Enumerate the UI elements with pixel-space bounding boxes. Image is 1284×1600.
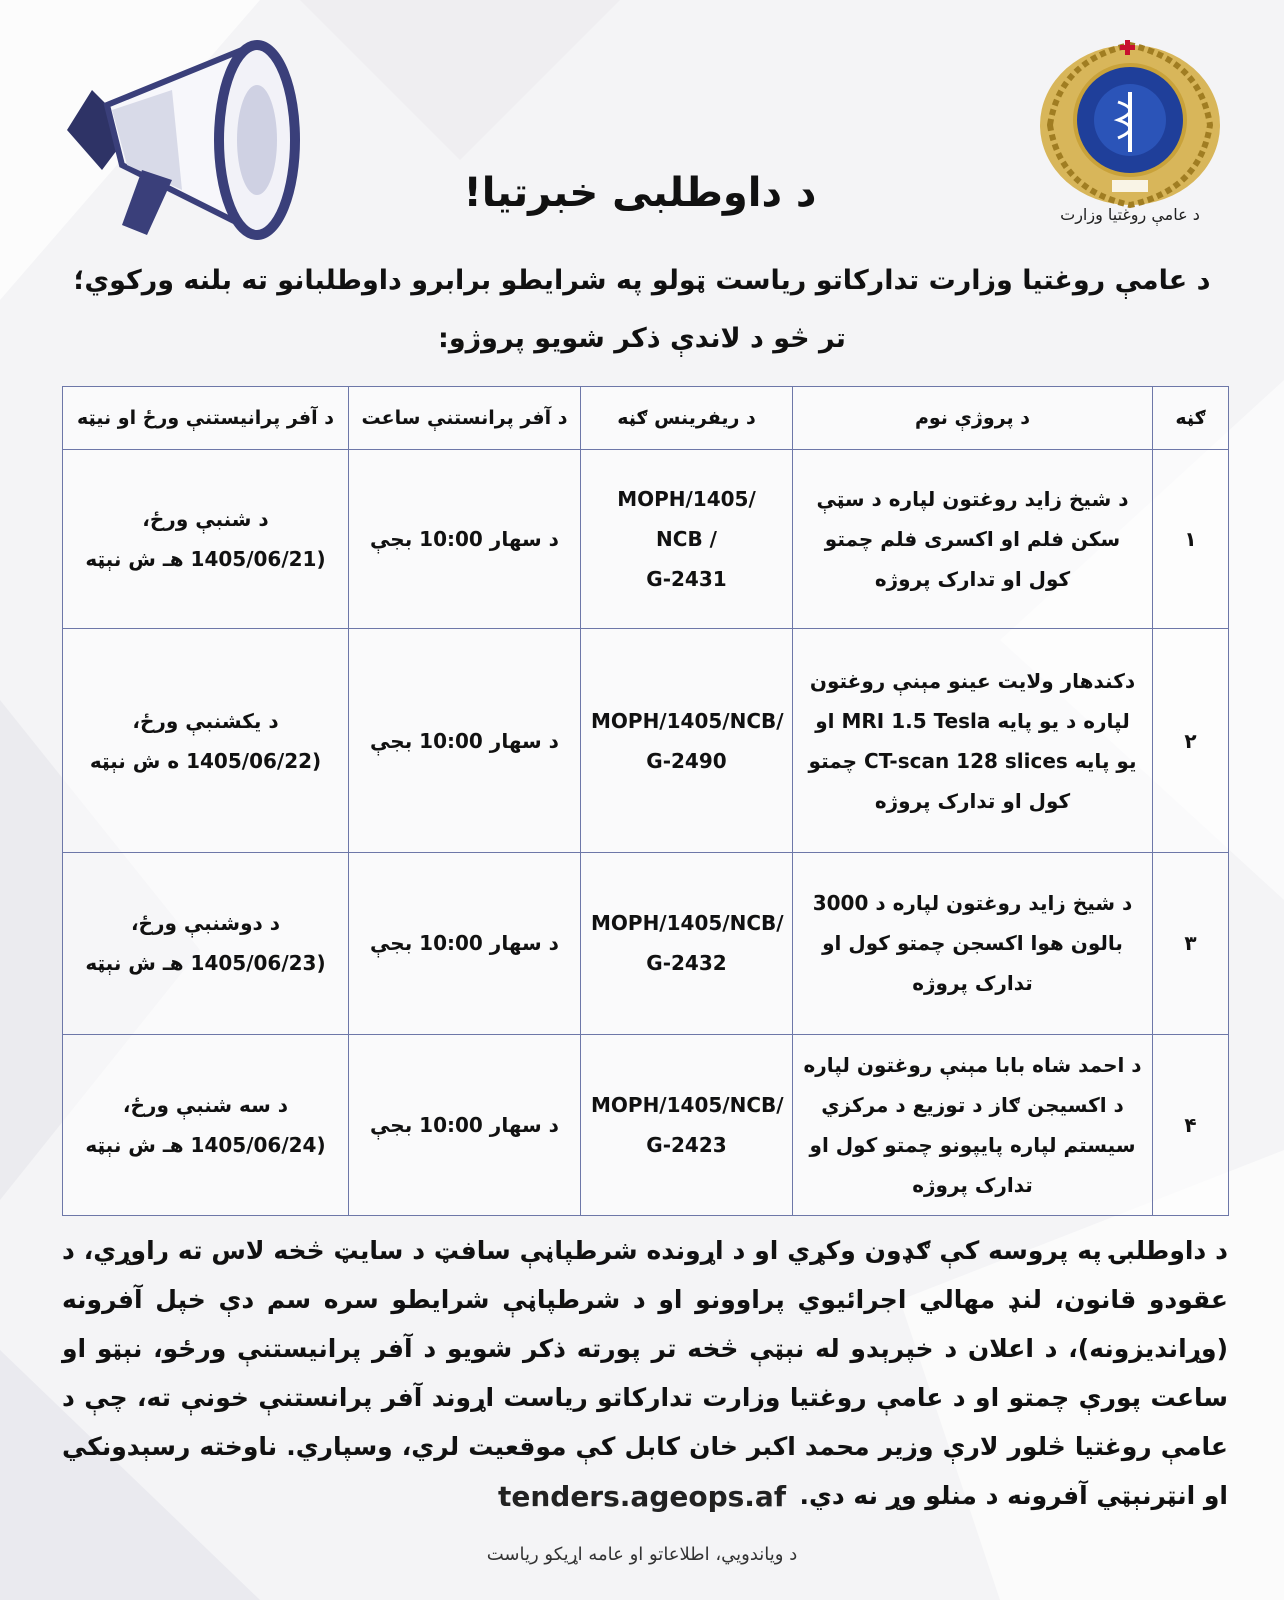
header-project-name: د پروژې نوم: [793, 387, 1153, 450]
page-title: د داوطلبی خبرتیا!: [463, 170, 817, 216]
deadline-time: د سهار 10:00 بجې: [349, 629, 581, 853]
reference-line: G-2432: [646, 951, 727, 976]
reference-line: MOPH/1405/NCB/: [591, 1092, 784, 1117]
project-name: د احمد شاه بابا مېنې روغتون لپاره د اکسیجن ګاز د توزیع د مرکزي سیستم لپاره پایپونو چمتو کول او تدارک پروژه: [793, 1034, 1153, 1215]
opening-date: (1405/06/22 ه ش نېټه: [89, 748, 322, 773]
header-opening-day: د آفر پرانیستنې ورځ او نیټه: [63, 387, 349, 450]
header-number: ګڼه: [1153, 387, 1229, 450]
header-reference: د ریفرینس ګڼه: [581, 387, 793, 450]
ministry-logo: [1030, 30, 1230, 230]
ministry-caption: د عامې روغتيا وزارت: [1060, 205, 1200, 224]
row-number: ۱: [1153, 450, 1229, 629]
tenders-table: [62, 386, 1229, 1216]
reference-number: [581, 629, 793, 853]
table-header-row: [63, 387, 1229, 450]
opening-day-date: [63, 450, 349, 629]
opening-date: (1405/06/24 هـ ش نېټه: [85, 1132, 326, 1157]
reference-line: MOPH/1405/NCB/: [591, 911, 784, 936]
tenders-website-link[interactable]: tenders.ageops.af: [497, 1480, 787, 1513]
footer-department: د ویاندویي، اطلاعاتو او عامه اړیکو ریاست: [486, 1544, 798, 1565]
project-name: دکندهار ولایت عینو مېنې روغتون لپاره د یو پایه MRI 1.5 Tesla او یو پایه CT-scan 128 slices چمتو کول او تدارک پروژه: [793, 629, 1153, 853]
table-row: [63, 629, 1229, 853]
row-number: ۳: [1153, 853, 1229, 1034]
deadline-time: د سهار 10:00 بجې: [349, 450, 581, 629]
closing-paragraph: د داوطلبۍ په پروسه کې ګډون وکړي او د اړونده شرطپاڼې سافټ د سایټ څخه لاس ته راوړي، د عقودو قانون، لنډ مهالي اجرائیوي پراوونو او د شرطپاڼې شرایطو سره سم دې خپل آفرونه (وړاندیزونه)، د اعلان د خپرېدو له نېټې څخه تر پورته ذکر شویو د آفر پرانیستنې ورځو، نېټو او ساعت پورې چمتو او د عامې روغتیا وزارت تدارکاتو ریاست اړوند آفر پرانستنې خونې ته، چې د عامې روغتیا څلور لارې وزیر محمد اکبر خان کابل کې موقعیت لري، وسپاري. ناوخته رسېدونکي او انټرنېټي آفرونه د منلو وړ نه دي.: [62, 1236, 1228, 1510]
reference-number: [581, 853, 793, 1034]
row-number: ۴: [1153, 1034, 1229, 1215]
opening-day: د شنبې ورځ،: [142, 507, 269, 532]
reference-line: G-2431: [646, 567, 727, 592]
opening-day-date: [63, 853, 349, 1034]
deadline-time: د سهار 10:00 بجې: [349, 1034, 581, 1215]
reference-line: MOPH/1405/NCB/: [591, 708, 784, 733]
deadline-time: د سهار 10:00 بجې: [349, 853, 581, 1034]
table-row: [63, 450, 1229, 629]
table-row: [63, 1034, 1229, 1215]
megaphone-icon: [52, 30, 312, 260]
project-name: د شیخ زاید روغتون لپاره د 3000 بالون هوا اکسجن چمتو کول او تدارک پروژه: [793, 853, 1153, 1034]
reference-line: G-2423: [646, 1132, 727, 1157]
opening-day-date: [63, 1034, 349, 1215]
opening-day: د یکشنبې ورځ،: [132, 708, 279, 733]
row-number: ۲: [1153, 629, 1229, 853]
opening-day: د دوشنبې ورځ،: [130, 911, 281, 936]
reference-number: [581, 450, 793, 629]
reference-number: [581, 1034, 793, 1215]
opening-date: (1405/06/21 هـ ش نېټه: [85, 547, 326, 572]
intro-text: د عامې روغتیا وزارت تدارکاتو ریاست ټولو په شرایطو برابرو داوطلبانو ته بلنه ورکوي؛ تر څو د لاندې ذکر شویو پروژو:: [73, 265, 1211, 354]
project-name: د شیخ زاید روغتون لپاره د سټې سکن فلم او اکسری فلم چمتو کول او تدارک پروژه: [793, 450, 1153, 629]
reference-line: G-2490: [646, 748, 727, 773]
opening-day-date: [63, 629, 349, 853]
header-deadline-time: د آفر پرانستنې ساعت: [349, 387, 581, 450]
opening-day: د سه شنبې ورځ،: [122, 1092, 289, 1117]
table-row: [63, 853, 1229, 1034]
reference-line: MOPH/1405/ NCB /: [617, 487, 756, 552]
opening-date: (1405/06/23 هـ ش نېټه: [85, 951, 326, 976]
